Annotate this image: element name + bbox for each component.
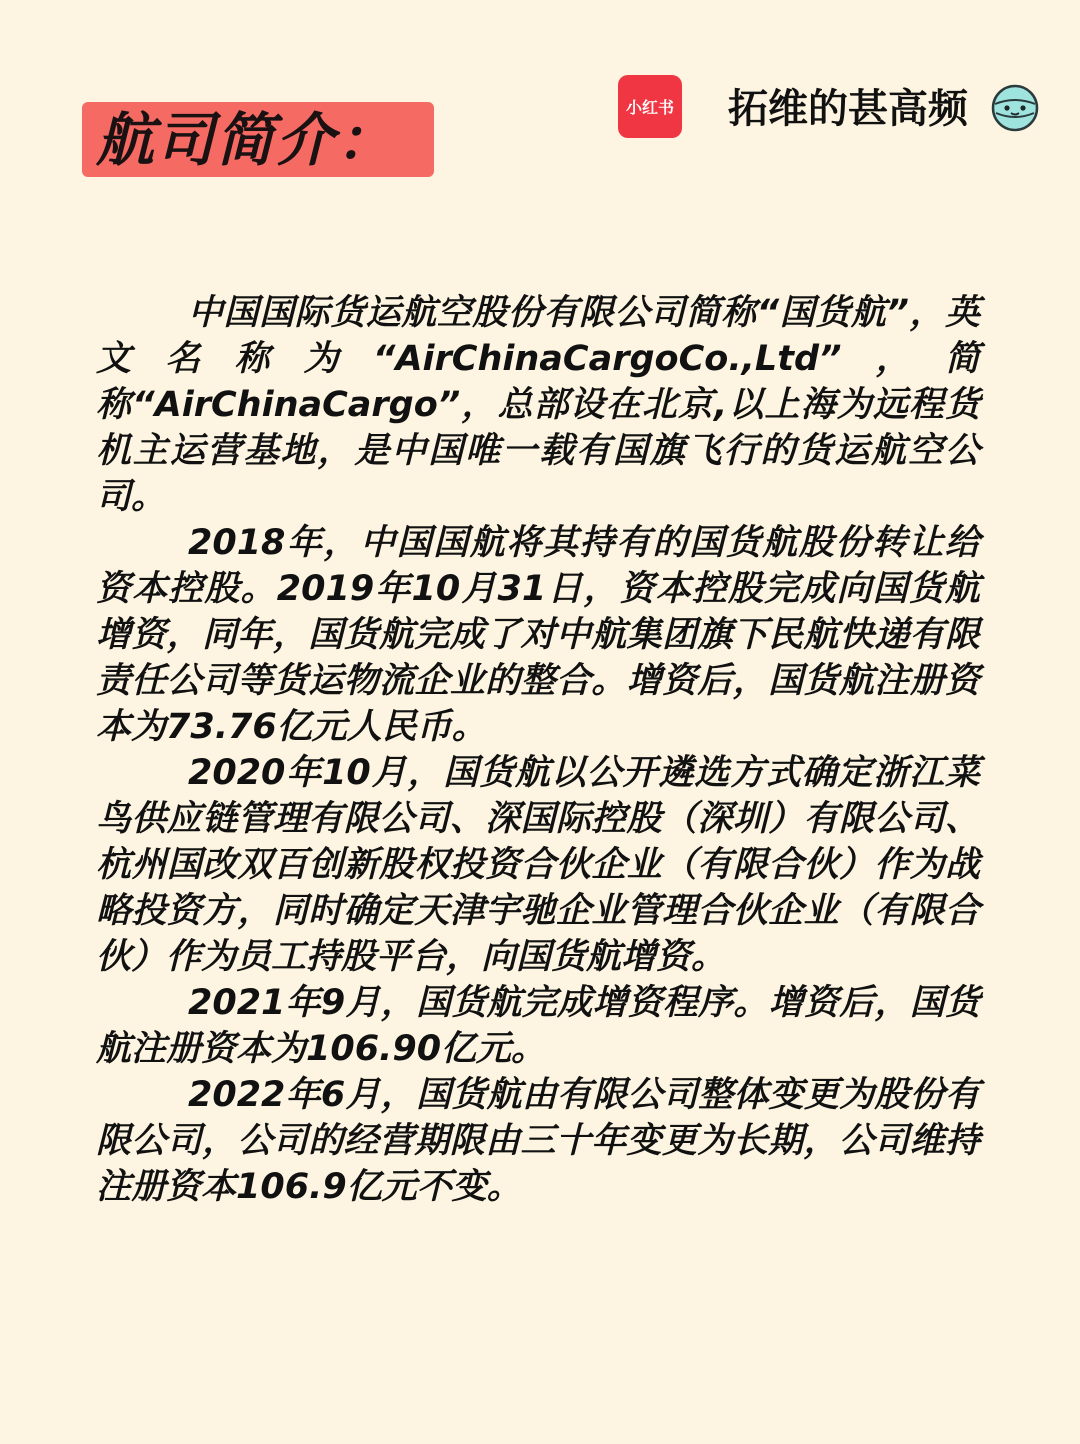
brand-logo-text: 小红书 bbox=[625, 98, 674, 117]
paragraph: 2018年，中国国航将其持有的国货航股份转让给资本控股。2019年10月31日，资本控股完成向国货航增资，同年，国货航完成了对中航集团旗下民航快递有限责任公司等货运物流企业的整合。增资后，国货航注册资本为73.76亿元人民币。 bbox=[96, 523, 980, 747]
page-title: 航司简介： bbox=[96, 105, 397, 174]
paragraph: 2020年10月，国货航以公开遴选方式确定浙江菜鸟供应链管理有限公司、深国际控股（深圳）有限公司、杭州国改双百创新股权投资合伙企业（有限合伙）作为战略投资方，同时确定天津宇驰企业管理合伙企业（有限合伙）作为员工持股平台，向国货航增资。 bbox=[96, 753, 980, 977]
paragraph: 2022年6月，国货航由有限公司整体变更为股份有限公司，公司的经营期限由三十年变更为长期，公司维持注册资本106.9亿元不变。 bbox=[96, 1075, 980, 1207]
article-body bbox=[96, 290, 980, 1210]
author-name[interactable]: 拓维的甚高频 bbox=[728, 86, 968, 132]
paragraph: 中国国际货运航空股份有限公司简称“国货航”，英文名称为“AirChinaCargoCo.,Ltd”，简称“AirChinaCargo”，总部设在北京,以上海为远程货机主运营基地，是中国唯一载有国旗飞行的货运航空公司。 bbox=[96, 293, 980, 517]
title-badge bbox=[82, 102, 434, 177]
smiling-face-icon bbox=[990, 83, 1040, 133]
paragraph: 2021年9月，国货航完成增资程序。增资后，国货航注册资本为106.90亿元。 bbox=[96, 983, 980, 1069]
brand-logo[interactable] bbox=[618, 75, 682, 138]
